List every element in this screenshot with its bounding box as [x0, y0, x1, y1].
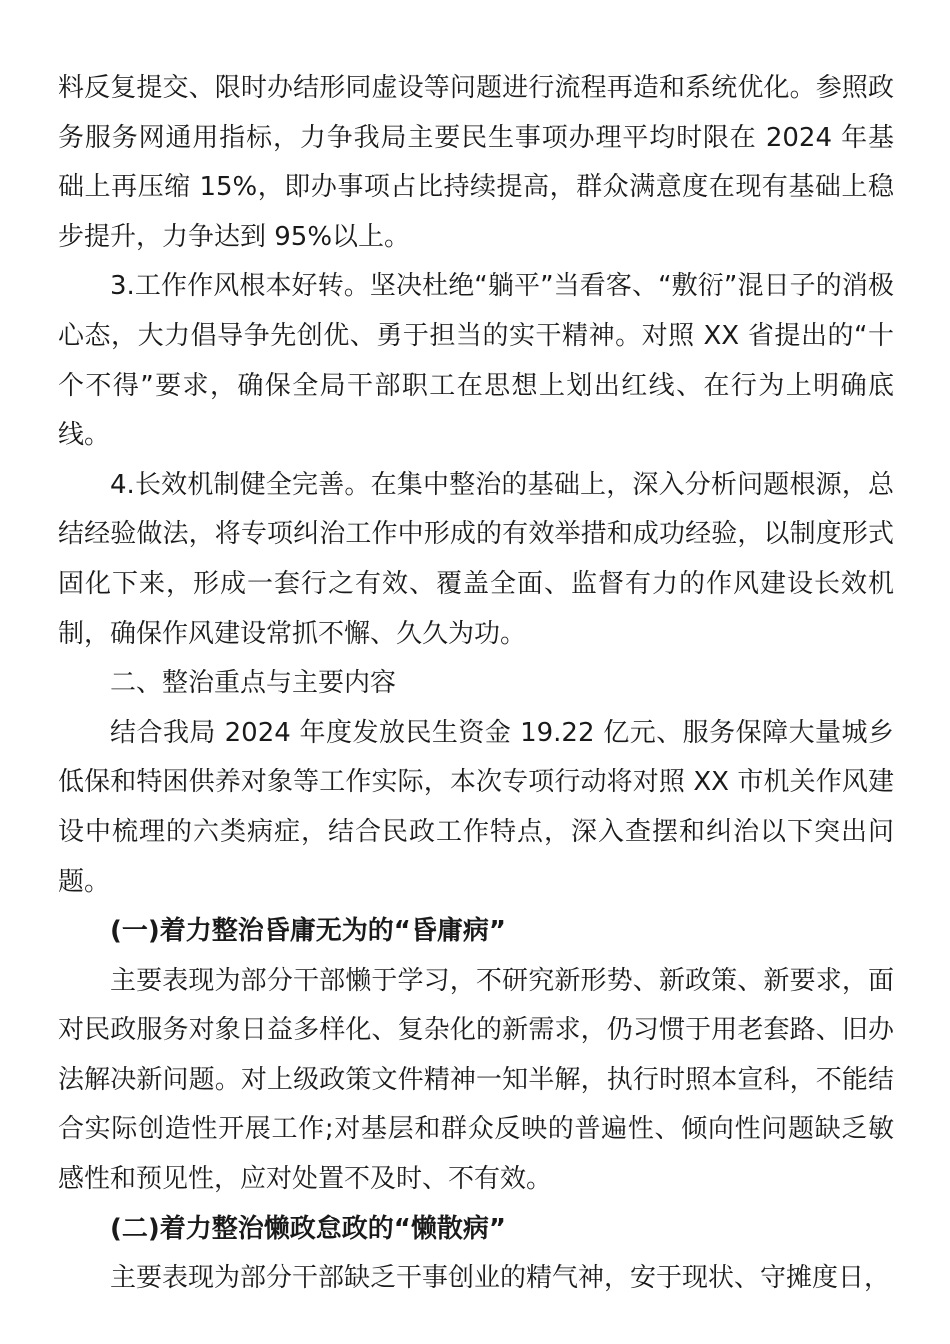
subheading-mediocrity: (一)着力整治昏庸无为的“昏庸病”: [110, 916, 506, 947]
subheading-laziness: (二)着力整治懒政怠政的“懒散病”: [110, 1213, 506, 1244]
paragraph-mediocrity-details: 主要表现为部分干部懒于学习，不研究新形势、新政策、新要求，面对民政服务对象日益多样化、复杂化的新需求，仍习惯于用老套路、旧办法解决新问题。对上级政策文件精神一知半解，执行时照本宣科，不能结合实际创造性开展工作;对基层和群众反映的普遍性、倾向性问题缺乏敏感性和预见性，应对处置不及时、不有效。: [58, 965, 894, 1195]
paragraph-work-style-improvement: 3.工作作风根本好转。坚决杜绝“躺平”当看客、“敷衍”混日子的消极心态，大力倡导争先创优、勇于担当的实干精神。对照 XX 省提出的“十个不得”要求，确保全局干部职工在思想上划出红线、在行为上明确底线。: [58, 271, 894, 451]
document-page: [58, 64, 894, 1304]
paragraph-rectification-intro: 结合我局 2024 年度发放民生资金 19.22 亿元、服务保障大量城乡低保和特困供养对象等工作实际，本次专项行动将对照 XX 市机关作风建设中梳理的六类病症，结合民政工作特点，深入查摆和纠治以下突出问题。: [58, 717, 894, 897]
section-heading-key-rectification: 二、整治重点与主要内容: [110, 668, 397, 699]
paragraph-long-term-mechanism: 4.长效机制健全完善。在集中整治的基础上，深入分析问题根源，总结经验做法，将专项纠治工作中形成的有效举措和成功经验，以制度形式固化下来，形成一套行之有效、覆盖全面、监督有力的作风建设长效机制，确保作风建设常抓不懈、久久为功。: [58, 469, 894, 649]
paragraph-laziness-details: 主要表现为部分干部缺乏干事创业的精气神，安于现状、守摊度日，: [110, 1263, 891, 1294]
paragraph-process-reengineering: 料反复提交、限时办结形同虚设等问题进行流程再造和系统优化。参照政务服务网通用指标，力争我局主要民生事项办理平均时限在 2024 年基础上再压缩 15%，即办事项占比持续提高，群众满意度在现有基础上稳步提升，力争达到 95%以上。: [58, 73, 894, 252]
